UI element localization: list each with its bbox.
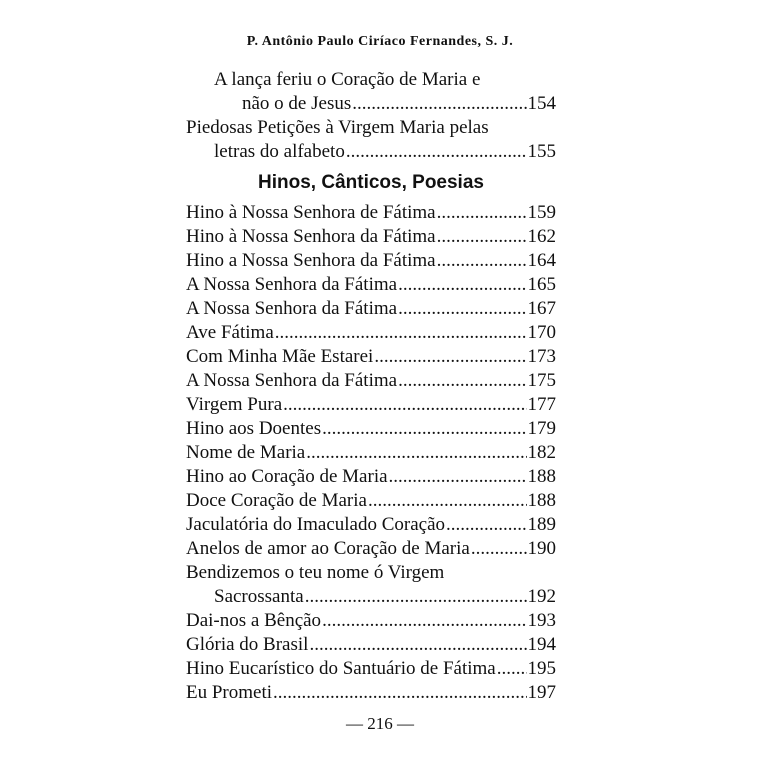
toc-entry-title: Hino Eucarístico do Santuário de Fátima: [186, 658, 496, 679]
toc-entry: [186, 345, 556, 369]
toc-entry-title: Virgem Pura: [186, 394, 283, 415]
toc-page-number: 173: [527, 346, 556, 367]
toc-page-number: 164: [527, 250, 556, 271]
dot-leader: [346, 140, 527, 164]
toc-entry-title: Hino à Nossa Senhora de Fátima: [186, 202, 436, 223]
toc-page-number: 179: [527, 418, 556, 439]
toc-entry-title: A Nossa Senhora da Fátima: [186, 298, 398, 319]
toc-entry: [186, 417, 556, 441]
toc-page-number: 162: [527, 226, 556, 247]
dot-leader: [322, 417, 526, 441]
toc-entry: [186, 116, 556, 164]
toc-entry: [186, 465, 556, 489]
dot-leader: [398, 369, 526, 393]
dot-leader: [306, 441, 526, 465]
dot-leader: [305, 585, 527, 609]
toc-entry: [186, 489, 556, 513]
toc-page-number: 167: [527, 298, 556, 319]
toc-page-number: 189: [527, 514, 556, 535]
toc-entry: [186, 369, 556, 393]
dot-leader: [283, 393, 526, 417]
toc-entry: [186, 249, 556, 273]
dot-leader: [398, 273, 526, 297]
toc-entry-title-line: A lança feriu o Coração de Maria e: [214, 69, 481, 90]
dot-leader: [437, 201, 527, 225]
dot-leader: [309, 633, 526, 657]
toc-entry-title: Anelos de amor ao Coração de Maria: [186, 538, 470, 559]
toc-entry: [186, 513, 556, 537]
toc-page-number: 159: [527, 202, 556, 223]
dot-leader: [374, 345, 526, 369]
toc-page-number: 155: [527, 141, 556, 162]
toc-page-number: 188: [527, 490, 556, 511]
dot-leader: [389, 465, 527, 489]
toc-entry-title: Eu Prometi: [186, 682, 273, 703]
toc-entry-title: Glória do Brasil: [186, 634, 309, 655]
toc-entry: [186, 321, 556, 345]
toc-page-number: 188: [527, 466, 556, 487]
toc-entry-title: A Nossa Senhora da Fátima: [186, 370, 398, 391]
dot-leader: [352, 92, 526, 116]
page-number: — 216 —: [346, 714, 414, 733]
toc-page-number: 192: [527, 586, 556, 607]
toc-entry-title: A Nossa Senhora da Fátima: [186, 274, 398, 295]
dot-leader: [322, 609, 526, 633]
toc-entry-title-line: Bendizemos o teu nome ó Virgem: [186, 562, 445, 583]
toc-entry: [186, 225, 556, 249]
toc-entry: [186, 393, 556, 417]
toc-entry: [186, 68, 556, 116]
dot-leader: [446, 513, 526, 537]
toc-entry: [186, 297, 556, 321]
toc-entry-title: Ave Fátima: [186, 322, 274, 343]
toc-page-number: 194: [527, 634, 556, 655]
toc-entry: [186, 681, 556, 705]
toc-page-number: 170: [527, 322, 556, 343]
toc-entry-title: Com Minha Mãe Estarei: [186, 346, 374, 367]
dot-leader: [398, 297, 526, 321]
section-heading: Hinos, Cânticos, Poesias: [258, 172, 484, 193]
toc-page-number: 177: [527, 394, 556, 415]
toc-page-number: 190: [527, 538, 556, 559]
toc-entry: [186, 273, 556, 297]
toc-entry-title-continuation: não o de Jesus: [242, 93, 352, 114]
toc-page-number: 175: [527, 370, 556, 391]
toc-page-number: 197: [527, 682, 556, 703]
toc-page-number: 195: [527, 658, 556, 679]
toc-entry-title: Dai-nos a Bênção: [186, 610, 322, 631]
dot-leader: [437, 249, 527, 273]
toc-entry-title: Hino à Nossa Senhora da Fátima: [186, 226, 436, 247]
toc-page-number: 154: [527, 93, 556, 114]
toc-entry-title-line: Piedosas Petições à Virgem Maria pelas: [186, 117, 489, 138]
dot-leader: [275, 321, 527, 345]
toc-entry-title-continuation: letras do alfabeto: [214, 141, 345, 162]
dot-leader: [273, 681, 526, 705]
toc-entry: [186, 633, 556, 657]
toc-entry-title-continuation: Sacrossanta: [214, 586, 304, 607]
toc-entry: [186, 609, 556, 633]
toc-page-number: 165: [527, 274, 556, 295]
dot-leader: [471, 537, 527, 561]
toc-entry-title: Hino a Nossa Senhora da Fátima: [186, 250, 436, 271]
toc-entry-title: Hino ao Coração de Maria: [186, 466, 388, 487]
toc-page-number: 193: [527, 610, 556, 631]
dot-leader: [437, 225, 527, 249]
toc-entry: [186, 657, 556, 681]
toc-entry: [186, 561, 556, 609]
toc-page-number: 182: [527, 442, 556, 463]
dot-leader: [497, 657, 527, 681]
toc-entry-title: Doce Coração de Maria: [186, 490, 367, 511]
table-of-contents: [186, 68, 556, 705]
toc-entry-title: Jaculatória do Imaculado Coração: [186, 514, 446, 535]
toc-entry-title: Hino aos Doentes: [186, 418, 322, 439]
toc-entry: [186, 537, 556, 561]
toc-entry: [186, 441, 556, 465]
running-head: P. Antônio Paulo Ciríaco Fernandes, S. J.: [246, 34, 514, 49]
toc-entry: [186, 201, 556, 225]
toc-entry-title: Nome de Maria: [186, 442, 306, 463]
dot-leader: [368, 489, 527, 513]
